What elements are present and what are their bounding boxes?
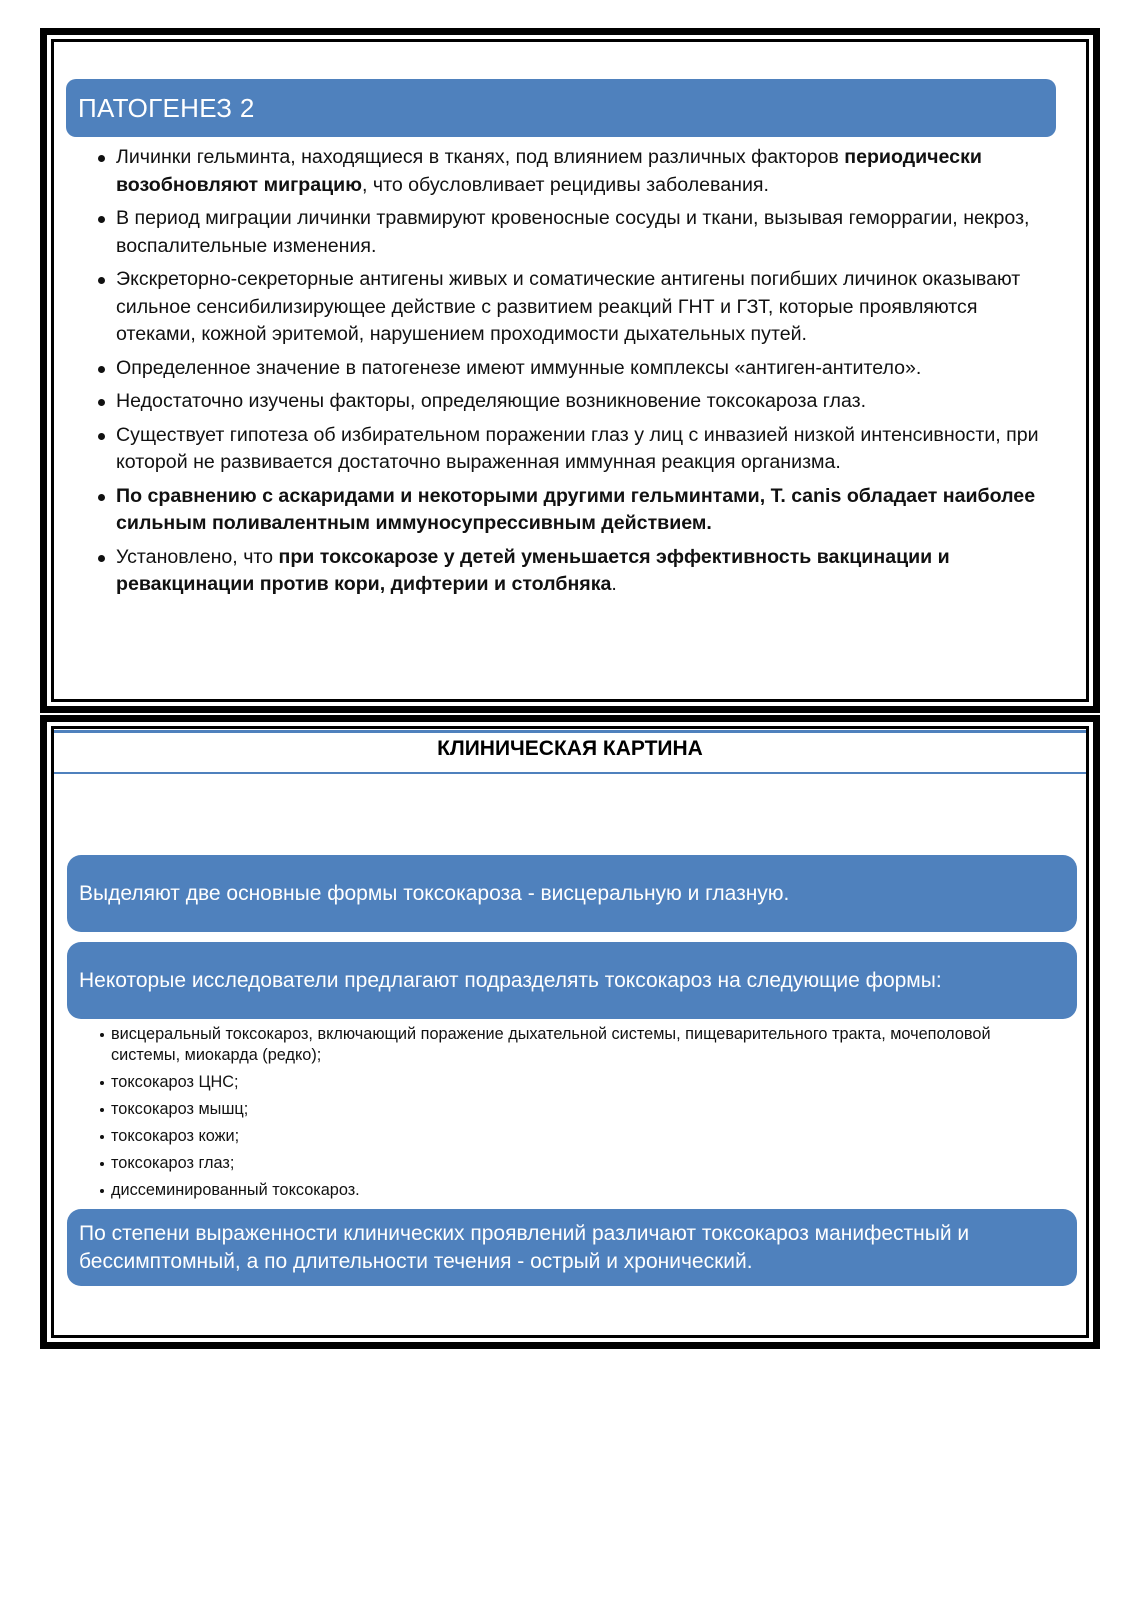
slide-clinical-picture	[40, 715, 1100, 1349]
bold-text: По сравнению с аскаридами и некоторыми другими гельминтами, T. canis обладает наиболее сильным поливалентным иммуносупрессивным действием.	[116, 484, 1036, 534]
list-item	[96, 144, 1056, 199]
list-item	[96, 266, 1056, 349]
list-item	[96, 388, 1056, 416]
text: Экскреторно-секреторные антигены живых и соматические антигены погибших личинок оказывают сильное сенсибилизирующее действие с развитием реакций ГНТ и ГЗТ, которые проявляются отеками, кожной эритемой, нарушением проходимости дыхательных путей.	[116, 268, 1021, 345]
text: Установлено, что	[116, 545, 279, 568]
list-item: токсокароз кожи;	[99, 1126, 1059, 1147]
text: В период миграции личинки травмируют кровеносные сосуды и ткани, вызывая геморрагии, некроз, воспалительные изменения.	[116, 207, 1030, 257]
list-item: токсокароз ЦНС;	[99, 1072, 1059, 1093]
forms-intro-text: Некоторые исследователи предлагают подразделять токсокароз на следующие формы:	[79, 968, 942, 992]
severity-box	[67, 1209, 1077, 1286]
text: Недостаточно изучены факторы, определяющие возникновение токсокароза глаз.	[116, 390, 867, 412]
text: Определенное значение в патогенезе имеют иммунные комплексы «антиген-антитело».	[116, 356, 922, 379]
list-item	[96, 544, 1056, 599]
bold-text: периодически возобновляют миграцию	[116, 146, 982, 196]
pathogenesis-list	[96, 144, 1056, 605]
list-item	[96, 205, 1056, 260]
divider	[54, 730, 1086, 733]
forms-list	[99, 1024, 1059, 1207]
slide-content	[54, 729, 1086, 1335]
bold-text: при токсокарозе у детей уменьшается эффективность вакцинации и ревакцинации против кори, дифтерии и столбняка	[116, 545, 950, 595]
list-item: токсокароз мышц;	[99, 1099, 1059, 1120]
list-item: диссеминированный токсокароз.	[99, 1180, 1059, 1201]
list-item	[96, 355, 1056, 383]
forms-intro-box	[67, 942, 1077, 1019]
text: , что обусловливает рецидивы заболевания.	[361, 173, 769, 196]
forms-summary-text: Выделяют две основные формы токсокароза - висцеральную и глазную.	[79, 881, 790, 905]
text: .	[611, 573, 617, 595]
severity-text: По степени выраженности клинических проявлений различают токсокароз манифестный и бессимптомный, а по длительности течения - острый и хронический.	[79, 1221, 970, 1273]
list-item	[96, 422, 1056, 477]
text: Существует гипотеза об избирательном поражении глаз у лиц с инвазией низкой интенсивности, при которой не развивается достаточно выраженная иммунная реакция организма.	[116, 423, 1039, 473]
slide-title-bar	[66, 79, 1056, 137]
forms-summary-box	[67, 855, 1077, 932]
list-item: висцеральный токсокароз, включающий поражение дыхательной системы, пищеварительного тракта, мочеполовой системы, миокарда (редко);	[99, 1024, 1059, 1066]
text: Личинки гельминта, находящиеся в тканях, под влиянием различных факторов	[116, 146, 845, 168]
slide-title: ПАТОГЕНЕЗ 2	[78, 92, 255, 123]
slide-pathogenesis	[40, 28, 1100, 713]
slide-title: КЛИНИЧЕСКАЯ КАРТИНА	[437, 737, 703, 760]
list-item	[96, 483, 1056, 538]
list-item: токсокароз глаз;	[99, 1153, 1059, 1174]
divider	[54, 772, 1086, 774]
slide-content	[54, 42, 1086, 699]
